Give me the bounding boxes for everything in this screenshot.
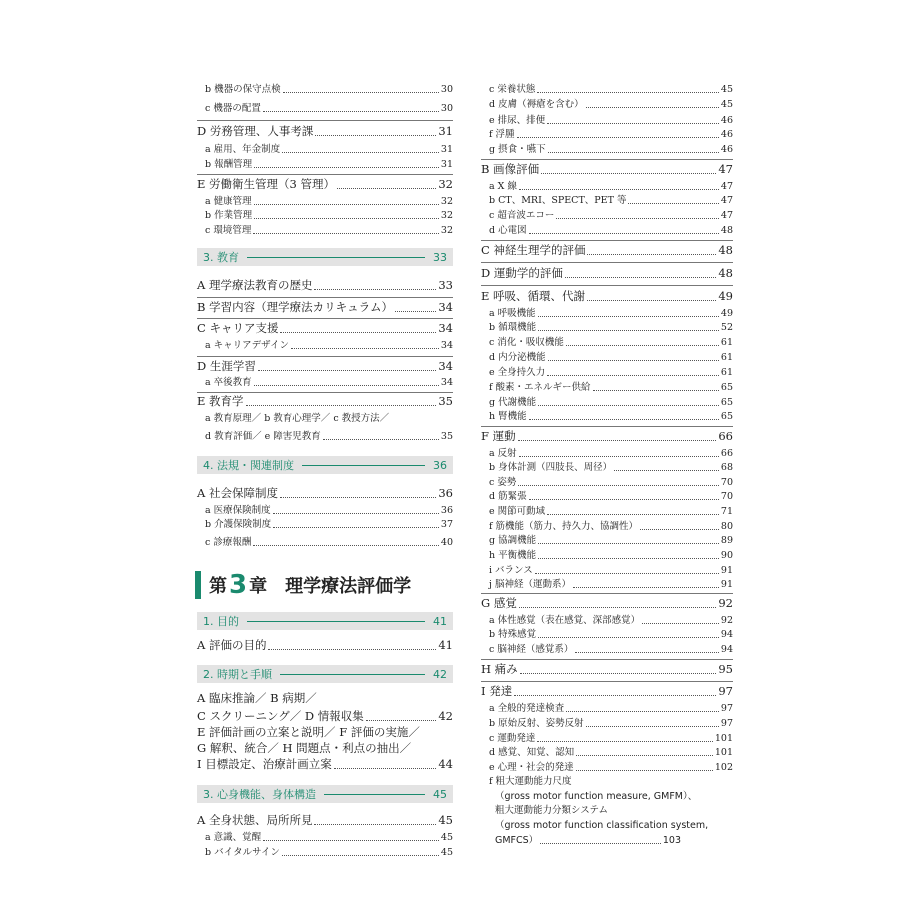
- toc-entry[interactable]: I 目標設定、治療計画立案 44: [197, 757, 453, 771]
- toc-entry[interactable]: a 呼吸機能 49: [489, 308, 733, 319]
- toc-entry[interactable]: g 協調機能 89: [489, 535, 733, 546]
- chapter-accent-bar: [195, 571, 201, 599]
- divider: [481, 240, 733, 241]
- toc-entry[interactable]: a 体性感覚（表在感覚、深部感覚） 92: [489, 615, 733, 626]
- section-band[interactable]: 1. 目的 41: [197, 612, 453, 630]
- toc-entry[interactable]: D 労務管理、人事考課 31: [197, 124, 453, 138]
- divider: [481, 262, 733, 263]
- toc-subline: f 粗大運動能力尺度: [489, 776, 572, 787]
- toc-entry[interactable]: g 代謝機能 65: [489, 397, 733, 408]
- toc-entry[interactable]: c 姿勢 70: [489, 477, 733, 488]
- toc-entry[interactable]: D 運動学的評価 48: [481, 266, 733, 280]
- toc-entry[interactable]: C 神経生理学的評価 48: [481, 243, 733, 257]
- toc-entry[interactable]: f 浮腫 46: [489, 129, 733, 140]
- toc-entry[interactable]: E 教育学 35: [197, 394, 453, 408]
- toc-entry[interactable]: GMFCS） 103: [495, 835, 681, 846]
- section-band[interactable]: 2. 時期と手順 42: [197, 665, 453, 683]
- toc-entry[interactable]: a 医療保険制度 36: [205, 505, 453, 516]
- toc-entry[interactable]: G 感覚 92: [481, 596, 733, 610]
- section-band[interactable]: 4. 法規・関連制度 36: [197, 456, 453, 474]
- toc-entry[interactable]: c 脳神経（感覚系） 94: [489, 644, 733, 655]
- toc-subline: G 解釈、統合／ H 問題点・利点の抽出／: [197, 741, 412, 755]
- chapter-title: 理学療法評価学: [285, 576, 412, 597]
- toc-entry[interactable]: d 感覚、知覚、認知 101: [489, 747, 733, 758]
- chapter-heading: 第 3 章 理学療法評価学: [195, 570, 411, 600]
- divider: [481, 659, 733, 660]
- toc-entry[interactable]: e 排尿、排便 46: [489, 115, 733, 126]
- toc-entry[interactable]: A 全身状態、局所所見 45: [197, 813, 453, 827]
- toc-entry[interactable]: I 発達 97: [481, 684, 733, 698]
- toc-entry[interactable]: a 反射 66: [489, 448, 733, 459]
- toc-entry[interactable]: d 筋緊張 70: [489, 491, 733, 502]
- toc-entry[interactable]: e 心理・社会的発達 102: [489, 762, 733, 773]
- toc-entry[interactable]: a 意識、覚醒 45: [205, 832, 453, 843]
- toc-subline: E 評価計画の立案と説明／ F 評価の実施／: [197, 725, 420, 739]
- toc-entry[interactable]: C キャリア支援 34: [197, 321, 453, 335]
- toc-entry[interactable]: h 腎機能 65: [489, 411, 733, 422]
- toc-entry[interactable]: D 生涯学習 34: [197, 359, 453, 373]
- toc-entry[interactable]: c 環境管理 32: [205, 225, 453, 236]
- toc-entry[interactable]: f 酸素・エネルギー供給 65: [489, 382, 733, 393]
- toc-entry[interactable]: E 呼吸、循環、代謝 49: [481, 289, 733, 303]
- toc-entry[interactable]: c 栄養状態 45: [489, 84, 733, 95]
- toc-entry[interactable]: c 運動発達 101: [489, 733, 733, 744]
- toc-subline: 粗大運動能力分類システム: [495, 805, 609, 816]
- divider: [481, 593, 733, 594]
- toc-subline: a 教育原理／ b 教育心理学／ c 教授方法／: [205, 413, 390, 424]
- divider: [481, 285, 733, 286]
- toc-entry[interactable]: b バイタルサイン 45: [205, 847, 453, 858]
- toc-entry[interactable]: d 心電図 48: [489, 225, 733, 236]
- toc-entry[interactable]: d 皮膚（褥瘡を含む） 45: [489, 99, 733, 110]
- toc-subline: （gross motor function classification system,: [495, 820, 709, 831]
- toc-entry[interactable]: b 身体計測（四肢長、周径） 68: [489, 462, 733, 473]
- toc-entry[interactable]: h 平衡機能 90: [489, 550, 733, 561]
- toc-entry[interactable]: B 学習内容（理学療法カリキュラム） 34: [197, 300, 453, 314]
- toc-entry[interactable]: a 卒後教育 34: [205, 377, 453, 388]
- toc-entry[interactable]: g 摂食・嚥下 46: [489, 144, 733, 155]
- toc-entry[interactable]: c 消化・吸収機能 61: [489, 337, 733, 348]
- toc-entry[interactable]: c 超音波エコー 47: [489, 210, 733, 221]
- divider: [481, 681, 733, 682]
- toc-entry[interactable]: a 雇用、年金制度 31: [205, 144, 453, 155]
- toc-entry[interactable]: B 画像評価 47: [481, 162, 733, 176]
- toc-subline: （gross motor function measure, GMFM）、: [495, 791, 698, 802]
- toc-entry[interactable]: f 筋機能（筋力、持久力、協調性） 80: [489, 521, 733, 532]
- toc-entry[interactable]: d 内分泌機能 61: [489, 352, 733, 363]
- toc-entry[interactable]: H 痛み 95: [481, 662, 733, 676]
- divider: [197, 392, 453, 393]
- toc-entry[interactable]: c 機器の配置 30: [205, 103, 453, 114]
- toc-entry[interactable]: b 作業管理 32: [205, 210, 453, 221]
- toc-entry[interactable]: A 評価の目的 41: [197, 638, 453, 652]
- toc-entry[interactable]: b 循環機能 52: [489, 322, 733, 333]
- toc-entry[interactable]: A 理学療法教育の歴史 33: [197, 278, 453, 292]
- toc-entry[interactable]: a キャリアデザイン 34: [205, 340, 453, 351]
- toc-entry[interactable]: a 健康管理 32: [205, 196, 453, 207]
- toc-entry[interactable]: e 関節可動域 71: [489, 506, 733, 517]
- toc-entry[interactable]: e 全身持久力 61: [489, 367, 733, 378]
- toc-entry[interactable]: b 機器の保守点検 30: [205, 84, 453, 95]
- toc-entry[interactable]: b CT、MRI、SPECT、PET 等 47: [489, 195, 733, 206]
- toc-entry[interactable]: a 全般的発達検査 97: [489, 703, 733, 714]
- divider: [481, 159, 733, 160]
- toc-entry[interactable]: i バランス 91: [489, 565, 733, 576]
- divider: [197, 120, 453, 121]
- toc-entry[interactable]: b 特殊感覚 94: [489, 629, 733, 640]
- section-band[interactable]: 3. 教育 33: [197, 248, 453, 266]
- divider: [197, 356, 453, 357]
- toc-entry[interactable]: b 報酬管理 31: [205, 159, 453, 170]
- toc-entry[interactable]: F 運動 66: [481, 429, 733, 443]
- toc-entry[interactable]: E 労働衛生管理（3 管理） 32: [197, 177, 453, 191]
- section-band[interactable]: 3. 心身機能、身体構造 45: [197, 785, 453, 803]
- toc-entry[interactable]: b 介護保険制度 37: [205, 519, 453, 530]
- toc-entry[interactable]: d 教育評価／ e 障害児教育 35: [205, 431, 453, 442]
- toc-entry[interactable]: j 脳神経（運動系） 91: [489, 579, 733, 590]
- toc-entry[interactable]: c 診療報酬 40: [205, 537, 453, 548]
- divider: [481, 426, 733, 427]
- divider: [197, 174, 453, 175]
- toc-entry[interactable]: A 社会保障制度 36: [197, 486, 453, 500]
- toc-entry[interactable]: a X 線 47: [489, 181, 733, 192]
- divider: [197, 297, 453, 298]
- toc-entry[interactable]: C スクリーニング／ D 情報収集 42: [197, 709, 453, 723]
- toc-subline: A 臨床推論／ B 病期／: [197, 691, 317, 705]
- toc-entry[interactable]: b 原始反射、姿勢反射 97: [489, 718, 733, 729]
- divider: [197, 318, 453, 319]
